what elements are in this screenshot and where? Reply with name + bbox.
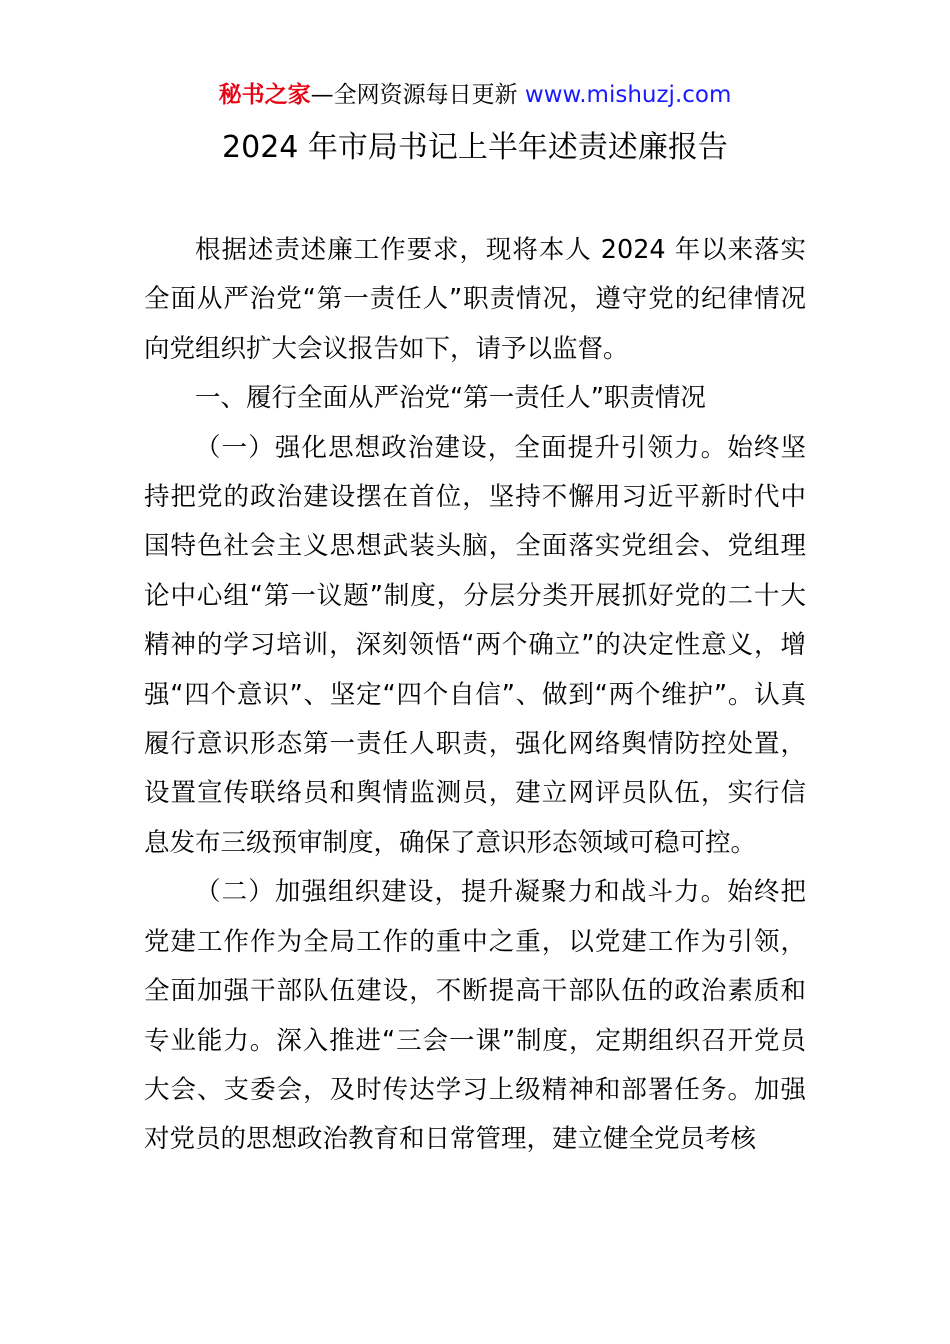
site-tagline: —全网资源每日更新 [310,82,525,108]
site-url-link[interactable]: www.mishuzj.com [524,82,732,108]
intro-paragraph: 根据述责述廉工作要求，现将本人 2024 年以来落实全面从严治党“第一责任人”职责情况，遵守党的纪律情况向党组织扩大会议报告如下，请予以监督。 [144,235,806,364]
subsection-paragraph-1: （一）强化思想政治建设，全面提升引领力。始终坚持把党的政治建设摆在首位，坚持不懈用习近平新时代中国特色社会主义思想武装头脑，全面落实党组会、党组理论中心组“第一议题”制度，分层分类开展抓好党的二十大精神的学习培训，深刻领悟“两个确立”的决定性意义，增强“四个意识”、坚定“四个自信”、做到“两个维护”。认真履行意识形态第一责任人职责，强化网络舆情防控处置，设置宣传联络员和舆情监测员，建立网评员队伍，实行信息发布三级预审制度，确保了意识形态领域可稳可控。 [144,432,806,858]
document-body [144,226,806,1165]
section-heading-1: 一、履行全面从严治党“第一责任人”职责情况 [195,383,706,414]
document-title: 2024 年市局书记上半年述责述廉报告 [222,130,728,165]
site-brand: 秘书之家 [218,82,311,108]
site-header-banner [0,78,950,112]
subsection-paragraph-2: （二）加强组织建设，提升凝聚力和战斗力。始终把党建工作作为全局工作的重中之重，以党建工作为引领，全面加强干部队伍建设，不断提高干部队伍的政治素质和专业能力。深入推进“三会一课”制度，定期组织召开党员大会、支委会，及时传达学习上级精神和部署任务。加强对党员的思想政治教育和日常管理，建立健全党员考核 [144,877,806,1155]
